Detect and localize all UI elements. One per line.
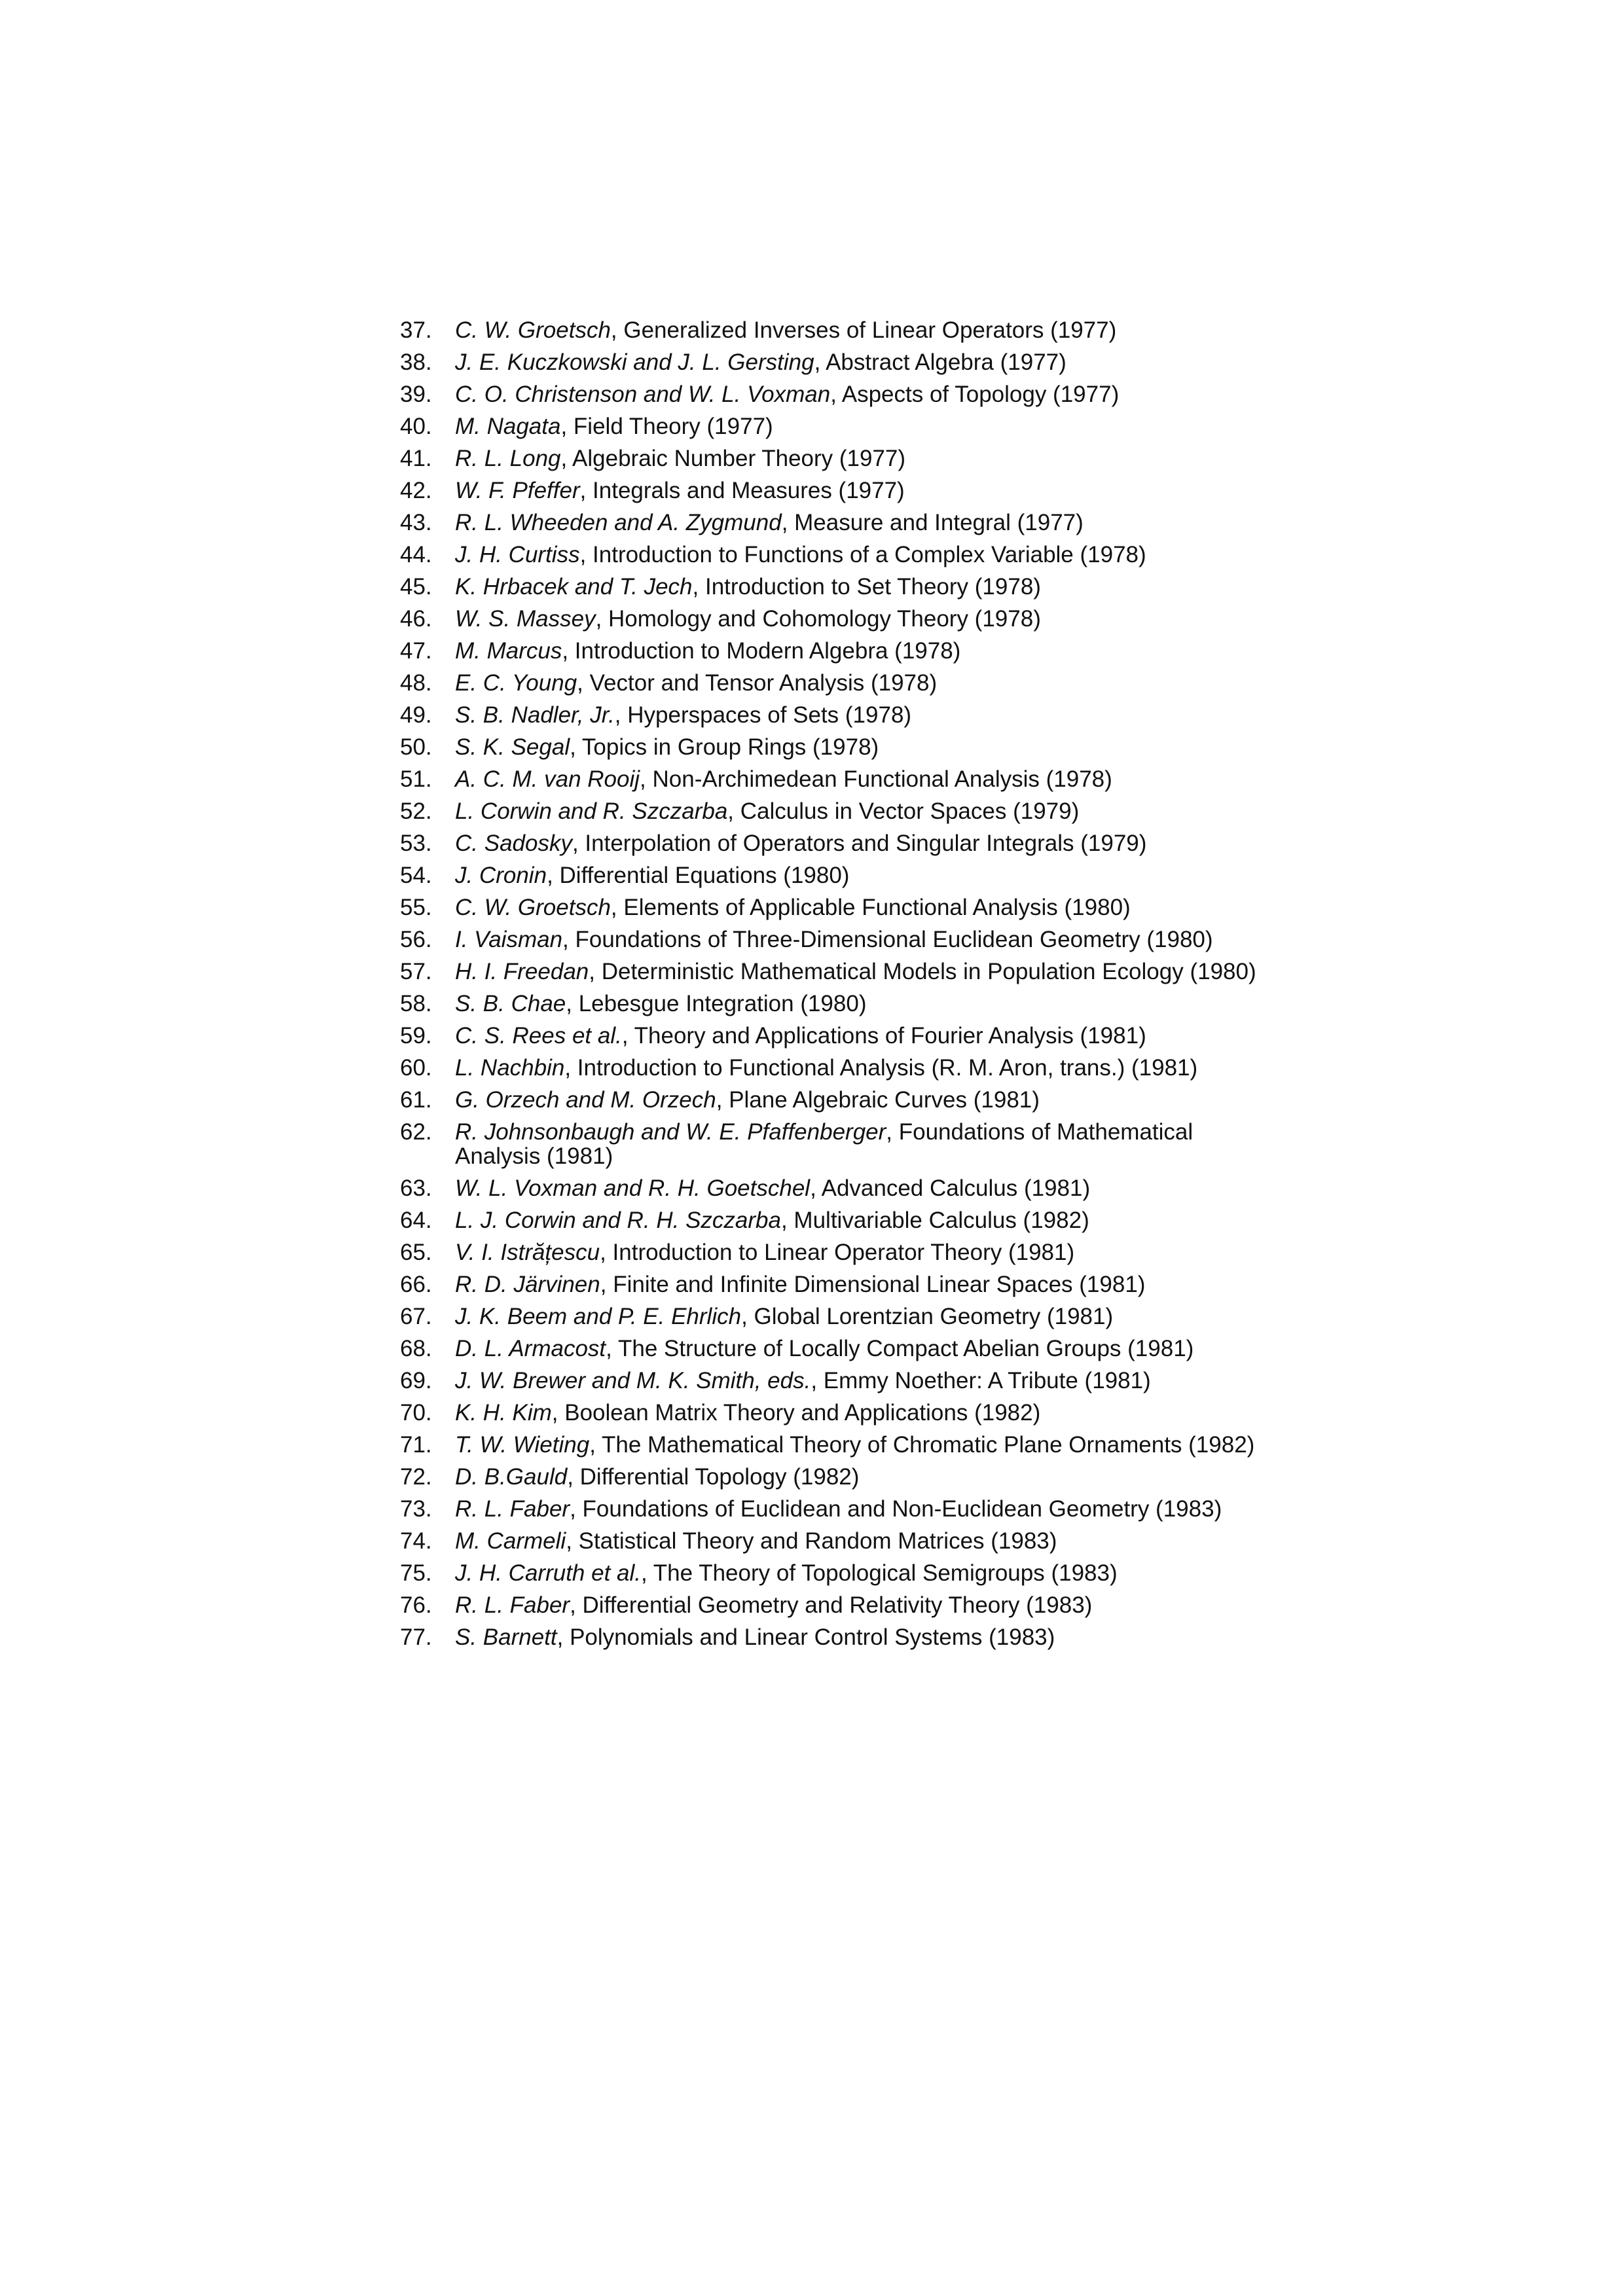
entry-number: 41. [400, 446, 432, 471]
entry-number: 59. [400, 1023, 432, 1049]
entry-title: , Introduction to Functions of a Complex Variable (1978) [579, 542, 1146, 567]
list-item [400, 1304, 1264, 1329]
entry-title: , Statistical Theory and Random Matrices (1983) [566, 1528, 1057, 1554]
list-item [400, 350, 1264, 374]
list-item [400, 478, 1264, 503]
entry-title: , Foundations of Three-Dimensional Euclidean Geometry (1980) [562, 927, 1213, 952]
book-series-list [400, 318, 1264, 1657]
entry-number: 73. [400, 1496, 432, 1522]
list-item [400, 767, 1264, 791]
list-item [400, 1176, 1264, 1200]
entry-number: 56. [400, 927, 432, 952]
entry-number: 60. [400, 1055, 432, 1081]
list-item [400, 831, 1264, 855]
entry-title: , Introduction to Set Theory (1978) [692, 574, 1041, 600]
entry-author: J. W. Brewer and M. K. Smith, eds. [455, 1368, 811, 1393]
entry-number: 42. [400, 478, 432, 503]
list-item [400, 1401, 1264, 1425]
entry-title: , The Structure of Locally Compact Abelian Groups (1981) [606, 1336, 1194, 1361]
entry-number: 57. [400, 959, 432, 984]
list-item [400, 446, 1264, 471]
entry-author: J. E. Kuczkowski and J. L. Gersting [455, 350, 814, 375]
list-item [400, 1497, 1264, 1521]
entry-author: R. L. Long [455, 446, 561, 471]
entry-author: J. H. Carruth et al. [455, 1560, 641, 1586]
entry-number: 46. [400, 606, 432, 632]
entry-number: 77. [400, 1624, 432, 1650]
list-item [400, 1120, 1264, 1168]
entry-title: , Calculus in Vector Spaces (1979) [727, 798, 1080, 824]
entry-title: , Theory and Applications of Fourier Analysis (1981) [621, 1023, 1146, 1049]
entry-number: 58. [400, 991, 432, 1016]
entry-title: , Field Theory (1977) [560, 414, 773, 439]
entry-author: L. Corwin and R. Szczarba [455, 798, 728, 824]
entry-author: W. F. Pfeffer [455, 478, 580, 503]
list-item [400, 1465, 1264, 1489]
entry-number: 53. [400, 831, 432, 856]
entry-title: , The Theory of Topological Semigroups (1983) [640, 1560, 1118, 1586]
entry-author: S. K. Segal [455, 734, 570, 760]
list-item [400, 1561, 1264, 1585]
entry-title: , Vector and Tensor Analysis (1978) [577, 670, 938, 696]
entry-title: , Generalized Inverses of Linear Operators (1977) [610, 317, 1117, 343]
entry-title: , Deterministic Mathematical Models in Population Ecology (1980) [589, 959, 1256, 984]
entry-author: J. K. Beem and P. E. Ehrlich [455, 1304, 742, 1329]
entry-title: , Interpolation of Operators and Singular Integrals (1979) [572, 831, 1147, 856]
entry-title: , Plane Algebraic Curves (1981) [716, 1087, 1040, 1113]
entry-author: V. I. Istrățescu [455, 1240, 600, 1265]
list-item [400, 1593, 1264, 1617]
list-item [400, 1240, 1264, 1265]
entry-author: E. C. Young [455, 670, 577, 696]
list-item [400, 1433, 1264, 1457]
entry-number: 38. [400, 350, 432, 375]
entry-number: 54. [400, 863, 432, 888]
entry-title: , The Mathematical Theory of Chromatic Plane Ornaments (1982) [589, 1432, 1255, 1458]
entry-title: , Integrals and Measures (1977) [579, 478, 905, 503]
list-item [400, 863, 1264, 888]
entry-number: 48. [400, 670, 432, 696]
entry-title: , Measure and Integral (1977) [781, 510, 1084, 535]
entry-number: 65. [400, 1240, 432, 1265]
entry-title: , Hyperspaces of Sets (1978) [614, 702, 912, 728]
entry-number: 64. [400, 1208, 432, 1233]
entry-number: 49. [400, 702, 432, 728]
list-item [400, 543, 1264, 567]
list-item [400, 414, 1264, 439]
entry-number: 70. [400, 1400, 432, 1426]
entry-author: R. L. Wheeden and A. Zygmund [455, 510, 782, 535]
entry-author: D. L. Armacost [455, 1336, 606, 1361]
entry-number: 37. [400, 317, 432, 343]
list-item [400, 511, 1264, 535]
list-item [400, 318, 1264, 342]
list-item [400, 639, 1264, 663]
entry-number: 50. [400, 734, 432, 760]
entry-title: , Finite and Infinite Dimensional Linear Spaces (1981) [600, 1272, 1146, 1297]
entry-title: , Differential Geometry and Relativity Theory (1983) [570, 1592, 1093, 1618]
list-item [400, 895, 1264, 920]
entry-author: T. W. Wieting [455, 1432, 590, 1458]
entry-author: M. Marcus [455, 638, 562, 664]
entry-number: 74. [400, 1528, 432, 1554]
entry-title: , Advanced Calculus (1981) [810, 1175, 1091, 1201]
entry-author: R. D. Järvinen [455, 1272, 600, 1297]
entry-title: , Differential Equations (1980) [547, 863, 850, 888]
list-item [400, 1056, 1264, 1080]
entry-number: 63. [400, 1175, 432, 1201]
list-item [400, 1625, 1264, 1649]
list-item [400, 1336, 1264, 1361]
entry-author: R. Johnsonbaugh and W. E. Pfaffenberger [455, 1119, 886, 1145]
entry-author: R. L. Faber [455, 1592, 570, 1618]
list-item [400, 960, 1264, 984]
list-item [400, 1529, 1264, 1553]
list-item [400, 735, 1264, 759]
entry-author: W. S. Massey [455, 606, 596, 632]
entry-title: , Introduction to Functional Analysis (R. M. Aron, trans.) (1981) [564, 1055, 1198, 1081]
entry-number: 55. [400, 895, 432, 920]
list-item [400, 1208, 1264, 1232]
list-item [400, 703, 1264, 727]
list-item [400, 927, 1264, 952]
entry-number: 47. [400, 638, 432, 664]
entry-author: C. O. Christenson and W. L. Voxman [455, 382, 831, 407]
entry-title: , Algebraic Number Theory (1977) [560, 446, 906, 471]
entry-number: 52. [400, 798, 432, 824]
entry-author: M. Nagata [455, 414, 561, 439]
entry-author: C. S. Rees et al. [455, 1023, 622, 1049]
entry-number: 66. [400, 1272, 432, 1297]
entry-author: L. J. Corwin and R. H. Szczarba [455, 1208, 781, 1233]
entry-author: S. B. Nadler, Jr. [455, 702, 615, 728]
list-item [400, 382, 1264, 406]
entry-author: S. B. Chae [455, 991, 566, 1016]
entry-title: , Foundations of Euclidean and Non-Euclidean Geometry (1983) [570, 1496, 1222, 1522]
entry-author: L. Nachbin [455, 1055, 565, 1081]
entry-author: K. H. Kim [455, 1400, 552, 1426]
list-item [400, 575, 1264, 599]
entry-title: , Topics in Group Rings (1978) [570, 734, 879, 760]
entry-title: , Lebesgue Integration (1980) [566, 991, 867, 1016]
entry-author: J. Cronin [455, 863, 547, 888]
entry-author: I. Vaisman [455, 927, 563, 952]
entry-title: , Aspects of Topology (1977) [830, 382, 1120, 407]
entry-number: 72. [400, 1464, 432, 1490]
entry-author: H. I. Freedan [455, 959, 589, 984]
list-item [400, 1369, 1264, 1393]
list-item [400, 607, 1264, 631]
entry-number: 43. [400, 510, 432, 535]
entry-number: 40. [400, 414, 432, 439]
entry-title: , Global Lorentzian Geometry (1981) [741, 1304, 1114, 1329]
entry-title: , Introduction to Linear Operator Theory (1981) [600, 1240, 1075, 1265]
entry-number: 76. [400, 1592, 432, 1618]
entry-author: S. Barnett [455, 1624, 557, 1650]
entry-number: 39. [400, 382, 432, 407]
entry-number: 61. [400, 1087, 432, 1113]
list-item [400, 799, 1264, 823]
entry-number: 71. [400, 1432, 432, 1458]
entry-author: C. Sadosky [455, 831, 572, 856]
list-item [400, 1024, 1264, 1048]
entry-number: 51. [400, 766, 432, 792]
entry-title: , Boolean Matrix Theory and Applications (1982) [551, 1400, 1041, 1426]
entry-author: K. Hrbacek and T. Jech [455, 574, 693, 600]
entry-number: 69. [400, 1368, 432, 1393]
entry-author: C. W. Groetsch [455, 317, 611, 343]
entry-author: R. L. Faber [455, 1496, 570, 1522]
list-item [400, 992, 1264, 1016]
entry-title: , Introduction to Modern Algebra (1978) [562, 638, 961, 664]
entry-author: W. L. Voxman and R. H. Goetschel [455, 1175, 811, 1201]
entry-number: 68. [400, 1336, 432, 1361]
entry-author: J. H. Curtiss [455, 542, 580, 567]
list-item [400, 1272, 1264, 1297]
entry-author: A. C. M. van Rooij [455, 766, 640, 792]
entry-title: , Differential Topology (1982) [567, 1464, 860, 1490]
entry-title: , Abstract Algebra (1977) [814, 350, 1067, 375]
entry-title: , Non-Archimedean Functional Analysis (1978) [640, 766, 1112, 792]
entry-author: C. W. Groetsch [455, 895, 611, 920]
entry-title: , Multivariable Calculus (1982) [780, 1208, 1089, 1233]
entry-number: 44. [400, 542, 432, 567]
entry-title: , Homology and Cohomology Theory (1978) [595, 606, 1041, 632]
entry-title: , Polynomials and Linear Control Systems (1983) [556, 1624, 1055, 1650]
entry-author: M. Carmeli [455, 1528, 566, 1554]
entry-number: 67. [400, 1304, 432, 1329]
entry-number: 75. [400, 1560, 432, 1586]
entry-title: , Elements of Applicable Functional Analysis (1980) [610, 895, 1131, 920]
entry-title: , Emmy Noether: A Tribute (1981) [811, 1368, 1151, 1393]
list-item [400, 1088, 1264, 1112]
entry-number: 45. [400, 574, 432, 600]
entry-title: , Foundations of Mathematical Analysis (1981) [455, 1119, 1194, 1169]
entry-author: D. B.Gauld [455, 1464, 568, 1490]
entry-author: G. Orzech and M. Orzech [455, 1087, 716, 1113]
list-item [400, 671, 1264, 695]
entry-number: 62. [400, 1119, 432, 1145]
